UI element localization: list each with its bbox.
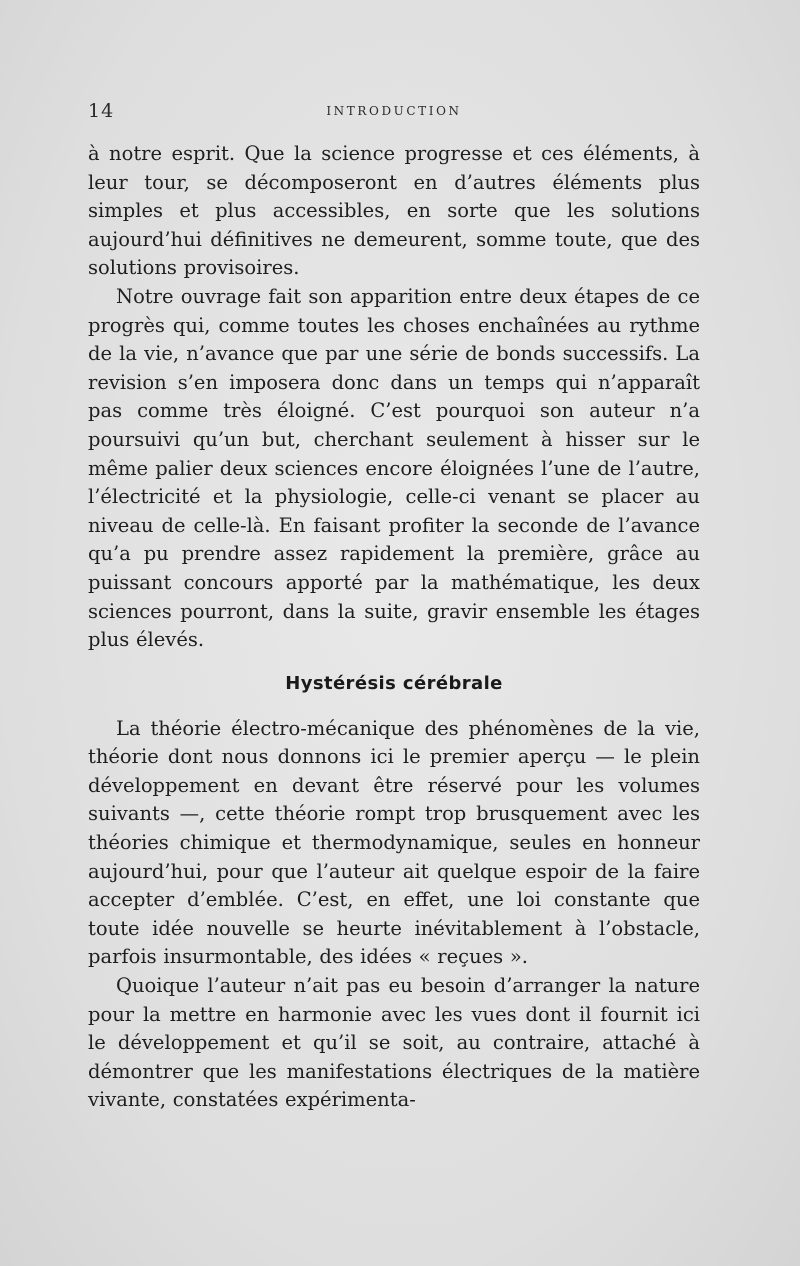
book-page [88, 96, 700, 1115]
running-title: INTRODUCTION [326, 104, 462, 118]
paragraph-continued: à notre esprit. Que la science progresse et ces éléments, à leur tour, se décomposeront en d’autres éléments plus simples et plus accessibles, en sorte que les solutions aujourd’hui définitives ne demeurent, somme toute, que des solutions provisoires. [88, 142, 700, 280]
section-title: Hystérésis cérébrale [285, 672, 503, 694]
paragraph-nature: Quoique l’auteur n’ait pas eu besoin d’arranger la nature pour la mettre en harmonie avec les vues dont il fournit ici le développement et qu’il se soit, au contraire, attaché à démontrer que les manifestations électriques de la matière vivante, constatées expérimenta- [88, 974, 700, 1112]
paragraph-theory: La théorie électro-mécanique des phénomènes de la vie, théorie dont nous donnons ici le premier aperçu — le plein développement en devant être réservé pour les volumes suivants —, cette théorie rompt trop brusquement avec les théories chimique et thermodynamique, seules en honneur aujourd’hui, pour que l’auteur ait quelque espoir de la faire accepter d’emblée. C’est, en effet, une loi constante que toute idée nouvelle se heurte inévitablement à l’obstacle, parfois insurmontable, des idées « reçues ». [88, 716, 700, 969]
running-head [88, 96, 700, 126]
paragraph-progress: Notre ouvrage fait son apparition entre deux étapes de ce progrès qui, comme toutes les choses enchaînées au rythme de la vie, n’avance que par une série de bonds successifs. La revision s’en imposera donc dans un temps qui n’apparaît pas comme très éloigné. C’est pourquoi son auteur n’a poursuivi qu’un but, cherchant seulement à hisser sur le même palier deux sciences encore éloignées l’une de l’autre, l’électricité et la physiologie, celle-ci venant se placer au niveau de celle-là. En faisant profiter la seconde de l’avance qu’a pu prendre assez rapidement la première, grâce au puissant concours apporté par la mathématique, les deux sciences pourront, dans la suite, gravir ensemble les étages plus élevés. [88, 284, 700, 652]
page-number: 14 [88, 100, 115, 122]
